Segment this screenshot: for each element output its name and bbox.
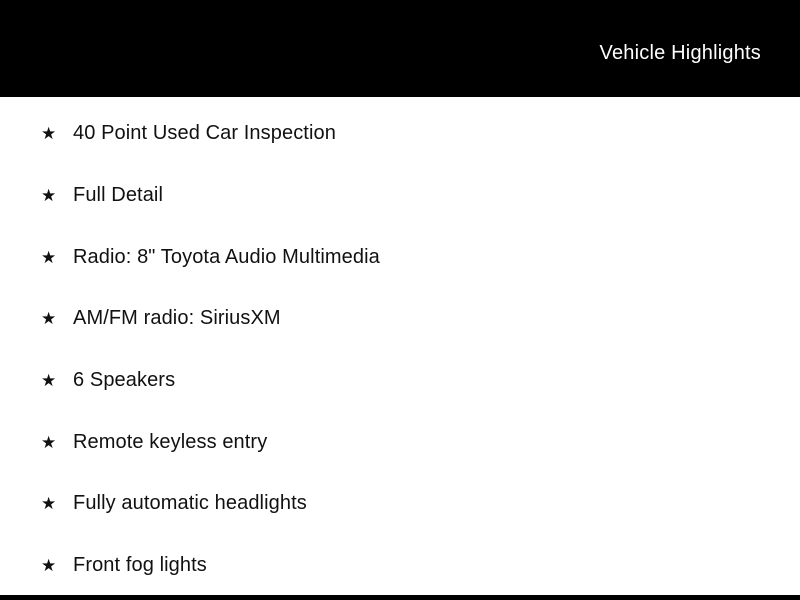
list-item [0,288,800,350]
star-bullet-icon: ★ [41,371,57,391]
list-item [0,165,800,227]
list-item [0,411,800,473]
list-item [0,103,800,165]
page-title: Vehicle Highlights [599,41,761,64]
header-bar [0,0,800,97]
star-bullet-icon: ★ [41,494,57,514]
list-item-label: Front fog lights [73,554,207,577]
list-item [0,350,800,412]
list-item-label: 40 Point Used Car Inspection [73,122,336,145]
star-bullet-icon: ★ [41,247,57,267]
star-bullet-icon: ★ [41,124,57,144]
star-bullet-icon: ★ [41,432,57,452]
list-item-label: Remote keyless entry [73,430,268,453]
list-item [0,226,800,288]
list-item-label: AM/FM radio: SiriusXM [73,307,281,330]
list-item [0,473,800,535]
highlights-list [0,97,800,600]
star-bullet-icon: ★ [41,309,57,329]
list-item [0,535,800,597]
list-item-label: Radio: 8" Toyota Audio Multimedia [73,245,380,268]
star-bullet-icon: ★ [41,186,57,206]
star-bullet-icon: ★ [41,556,57,576]
list-item-label: Full Detail [73,184,164,207]
footer-bar [0,595,800,600]
list-item-label: 6 Speakers [73,369,176,392]
list-item-label: Fully automatic headlights [73,492,307,515]
